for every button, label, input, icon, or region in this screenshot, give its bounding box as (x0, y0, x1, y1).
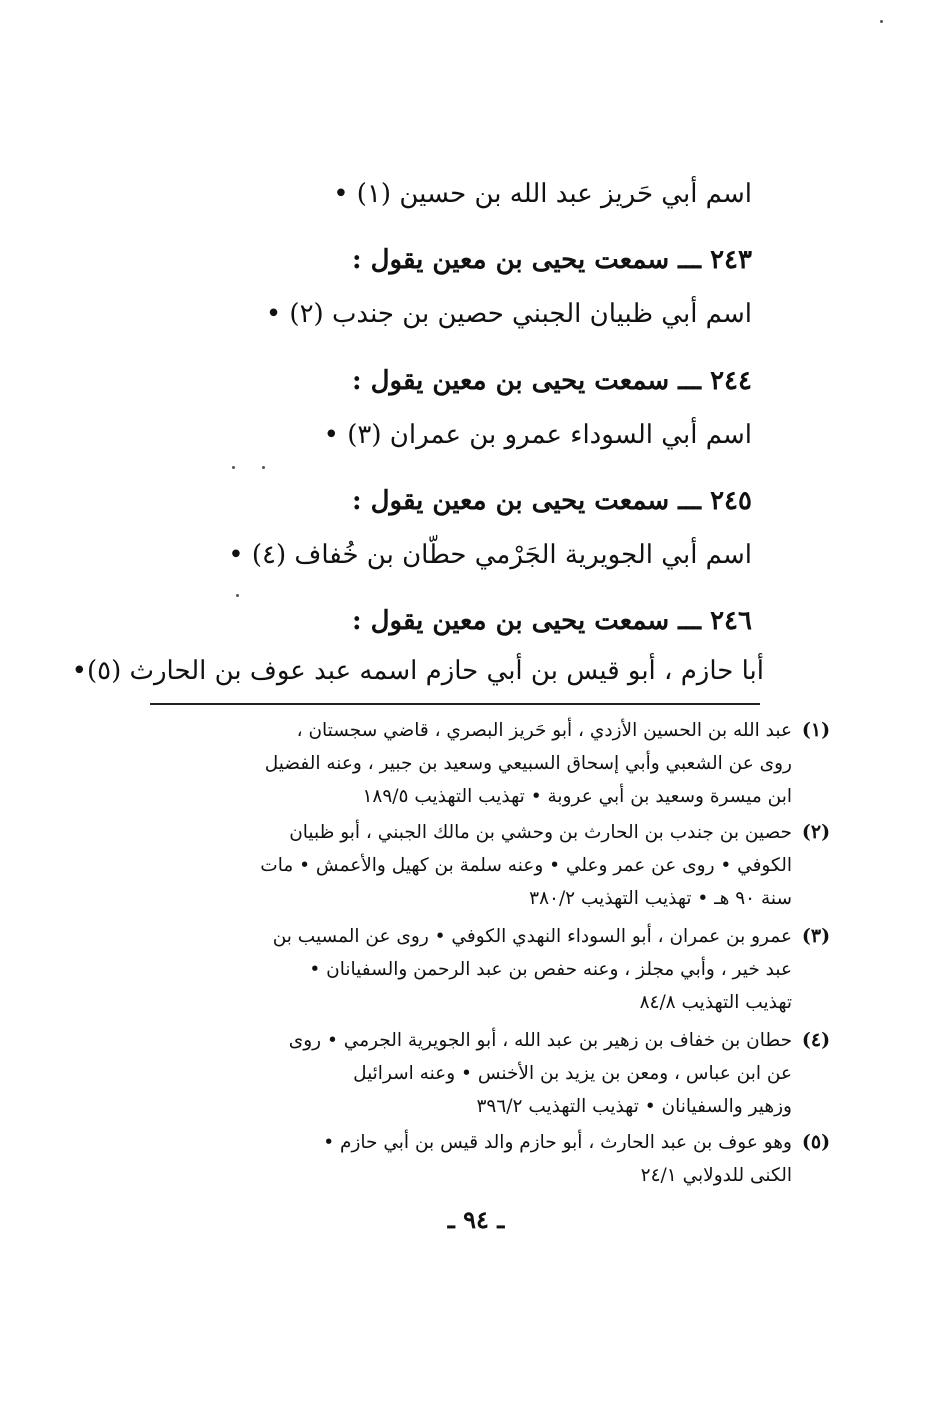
footnote-1 (137, 714, 831, 813)
footnote-line: وهو عوف بن عبد الحارث ، أبو حازم والد قيس بن أبي حازم • (323, 1132, 792, 1153)
footnote-number: (٣) (801, 925, 831, 947)
footnote-3 (137, 920, 831, 1019)
scan-speck (232, 466, 235, 469)
footnote-number: (٤) (801, 1029, 831, 1051)
footnote-4 (137, 1024, 831, 1123)
narration-heading-245: ٢٤٥ ـــ سمعت يحيى بن معين يقول : (352, 486, 752, 516)
narration-heading-246: ٢٤٦ ـــ سمعت يحيى بن معين يقول : (352, 606, 752, 636)
scan-speck (236, 594, 239, 597)
footnote-number: (٢) (801, 821, 831, 843)
main-line-3: اسم أبي ظبيان الجبني حصين بن جندب (٢) • (265, 299, 752, 329)
footnote-5 (137, 1126, 831, 1192)
main-line-5: اسم أبي السوداء عمرو بن عمران (٣) • (323, 420, 752, 450)
footnote-line: حطان بن خفاف بن زهير بن عبد الله ، أبو الجويرية الجرمي • روى (288, 1030, 792, 1051)
footnote-divider (150, 703, 760, 705)
footnote-line: عمرو بن عمران ، أبو السوداء النهدي الكوفي • روى عن المسيب بن (272, 926, 792, 947)
footnote-line: عن ابن عباس ، ومعن بن يزيد بن الأخنس • وعنه اسرائيل (353, 1063, 792, 1084)
footnote-line: حصين بن جندب بن الحارث بن وحشي بن مالك الجبني ، أبو ظبيان (289, 822, 792, 843)
footnote-2 (137, 816, 831, 915)
footnote-number: (٥) (801, 1131, 831, 1153)
narration-heading-243: ٢٤٣ ـــ سمعت يحيى بن معين يقول : (352, 245, 752, 275)
footnote-line: عبد خير ، وأبي مجلز ، وعنه حفص بن عبد الرحمن والسفيانان • (309, 959, 792, 980)
main-line-9: أبا حازم ، أبو قيس بن أبي حازم اسمه عبد عوف بن الحارث (٥)• (71, 656, 764, 686)
footnote-line: وزهير والسفيانان • تهذيب التهذيب ٣٩٦/٢ (476, 1096, 792, 1117)
footnote-number: (١) (801, 719, 831, 741)
main-line-1: اسم أبي حَريز عبد الله بن حسين (١) • (333, 179, 752, 209)
footnote-line: عبد الله بن الحسين الأزدي ، أبو حَريز البصري ، قاضي سجستان ، (296, 720, 792, 741)
scan-speck (880, 20, 883, 23)
narration-heading-244: ٢٤٤ ـــ سمعت يحيى بن معين يقول : (352, 366, 752, 396)
main-line-7: اسم أبي الجويرية الجَرْمي حطّان بن خُفاف (٤) • (228, 540, 752, 570)
footnote-line: ابن ميسرة وسعيد بن أبي عروبة • تهذيب التهذيب ١٨٩/٥ (362, 786, 792, 807)
footnote-line: تهذيب التهذيب ٨٤/٨ (639, 992, 792, 1013)
footnote-line: روى عن الشعبي وأبي إسحاق السبيعي وسعيد بن جبير ، وعنه الفضيل (264, 753, 792, 774)
scan-speck (262, 466, 265, 469)
footnote-line: سنة ٩٠ هـ • تهذيب التهذيب ٣٨٠/٢ (529, 888, 792, 909)
footnote-line: الكوفي • روى عن عمر وعلي • وعنه سلمة بن كهيل والأعمش • مات (260, 855, 792, 876)
page-number: ـ ٩٤ ـ (447, 1205, 505, 1234)
footnote-line: الكنى للدولابي ٢٤/١ (640, 1165, 792, 1186)
